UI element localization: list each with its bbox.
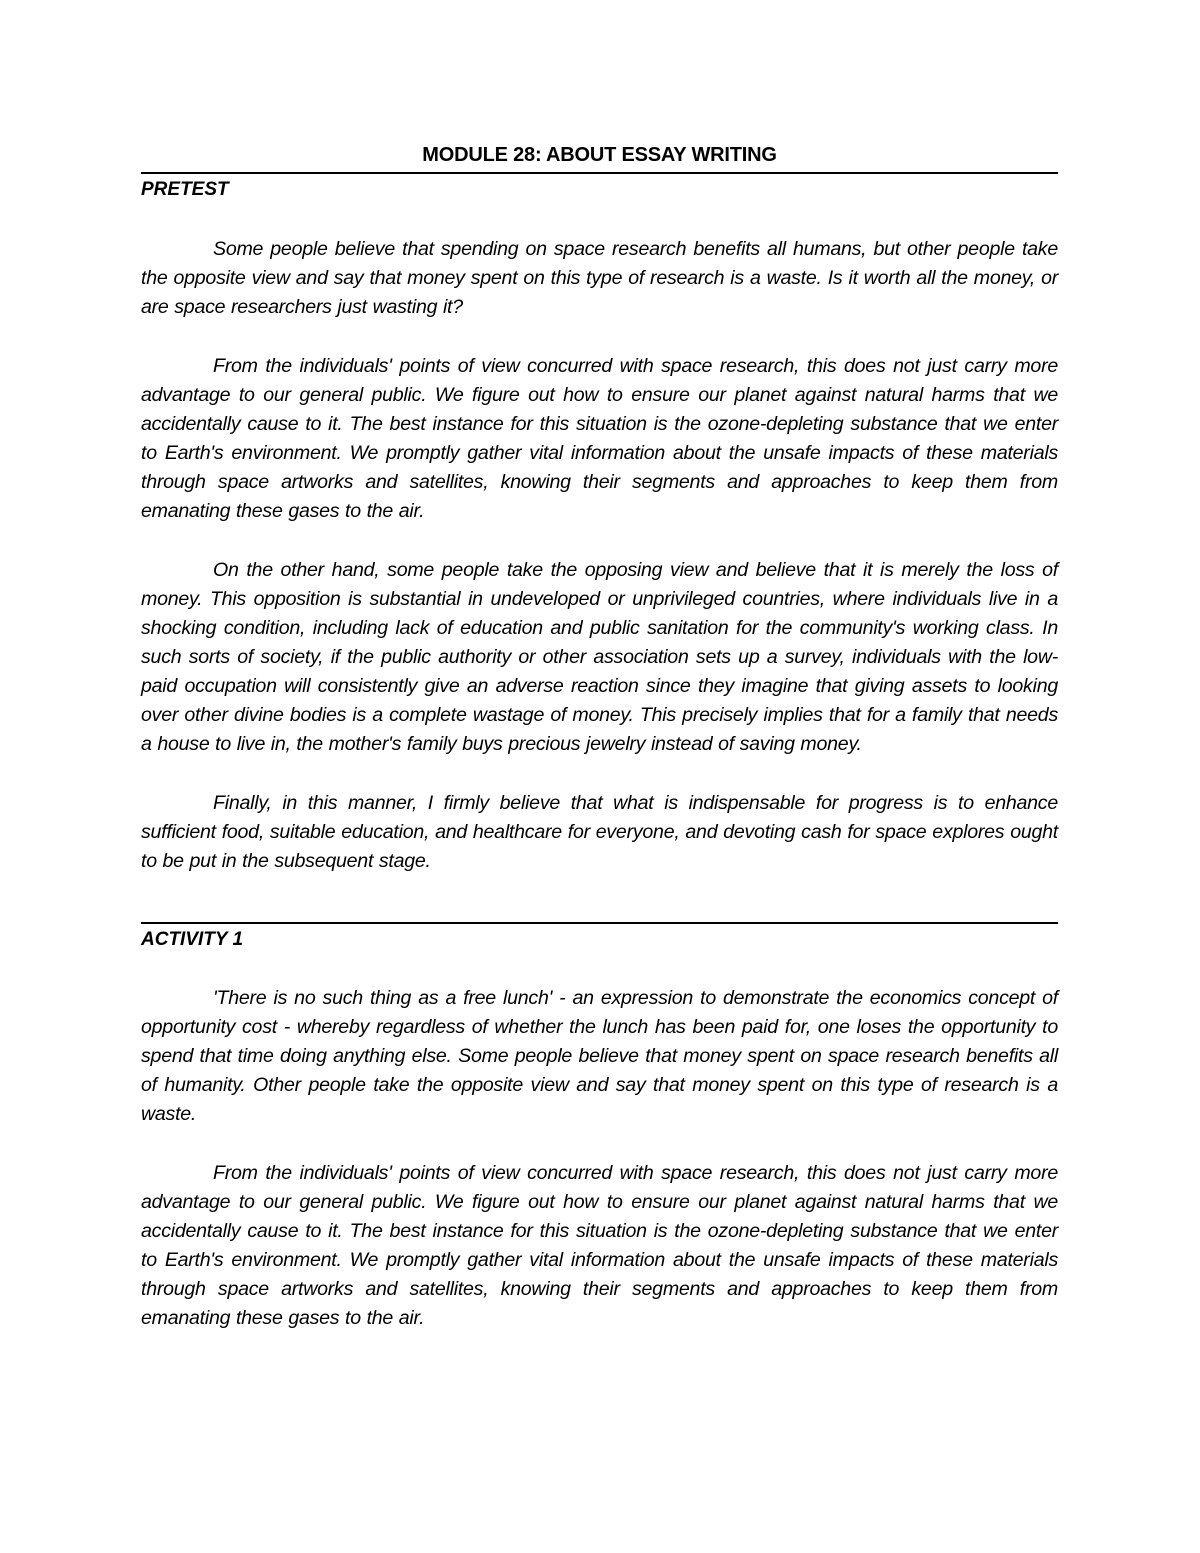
pretest-paragraph: From the individuals' points of view concurred with space research, this does not just carry more advantage to our general public. We figure out how to ensure our planet against natural harms that we accidentally cause to it. The best instance for this situation is the ozone-depleting substance that we enter to Earth's environment. We promptly gather vital information about the unsafe impacts of these materials through space artworks and satellites, knowing their segments and approaches to keep them from emanating these gases to the air.: [141, 355, 1058, 522]
activity-section: [141, 984, 1058, 1363]
title-divider: [141, 172, 1058, 174]
document-page: [141, 0, 1058, 1553]
pretest-paragraph: Some people believe that spending on space research benefits all humans, but other people take the opposite view and say that money spent on this type of research is a waste. Is it worth all the money, or are space researchers just wasting it?: [141, 238, 1058, 318]
section-divider: [141, 922, 1058, 924]
activity-paragraph: 'There is no such thing as a free lunch' - an expression to demonstrate the economics concept of opportunity cost - whereby regardless of whether the lunch has been paid for, one loses the opportunity to spend that time doing anything else. Some people believe that money spent on space research benefits all of humanity. Other people take the opposite view and say that money spent on this type of research is a waste.: [141, 987, 1058, 1125]
module-title: MODULE 28: ABOUT ESSAY WRITING: [422, 144, 777, 166]
pretest-paragraph: Finally, in this manner, I firmly believe that what is indispensable for progress is to enhance sufficient food, suitable education, and healthcare for everyone, and devoting cash for space explores ought to be put in the subsequent stage.: [141, 792, 1058, 872]
pretest-heading: PRETEST: [141, 179, 229, 200]
activity-heading: ACTIVITY 1: [141, 929, 244, 950]
pretest-section: [141, 235, 1058, 906]
activity-paragraph: From the individuals' points of view concurred with space research, this does not just carry more advantage to our general public. We figure out how to ensure our planet against natural harms that we accidentally cause to it. The best instance for this situation is the ozone-depleting substance that we enter to Earth's environment. We promptly gather vital information about the unsafe impacts of these materials through space artworks and satellites, knowing their segments and approaches to keep them from emanating these gases to the air.: [141, 1162, 1058, 1329]
pretest-paragraph: On the other hand, some people take the opposing view and believe that it is merely the loss of money. This opposition is substantial in undeveloped or unprivileged countries, where individuals live in a shocking condition, including lack of education and public sanitation for the community's working class. In such sorts of society, if the public authority or other association sets up a survey, individuals with the low-paid occupation will consistently give an adverse reaction since they imagine that giving assets to looking over other divine bodies is a complete wastage of money. This precisely implies that for a family that needs a house to live in, the mother's family buys precious jewelry instead of saving money.: [141, 559, 1058, 755]
